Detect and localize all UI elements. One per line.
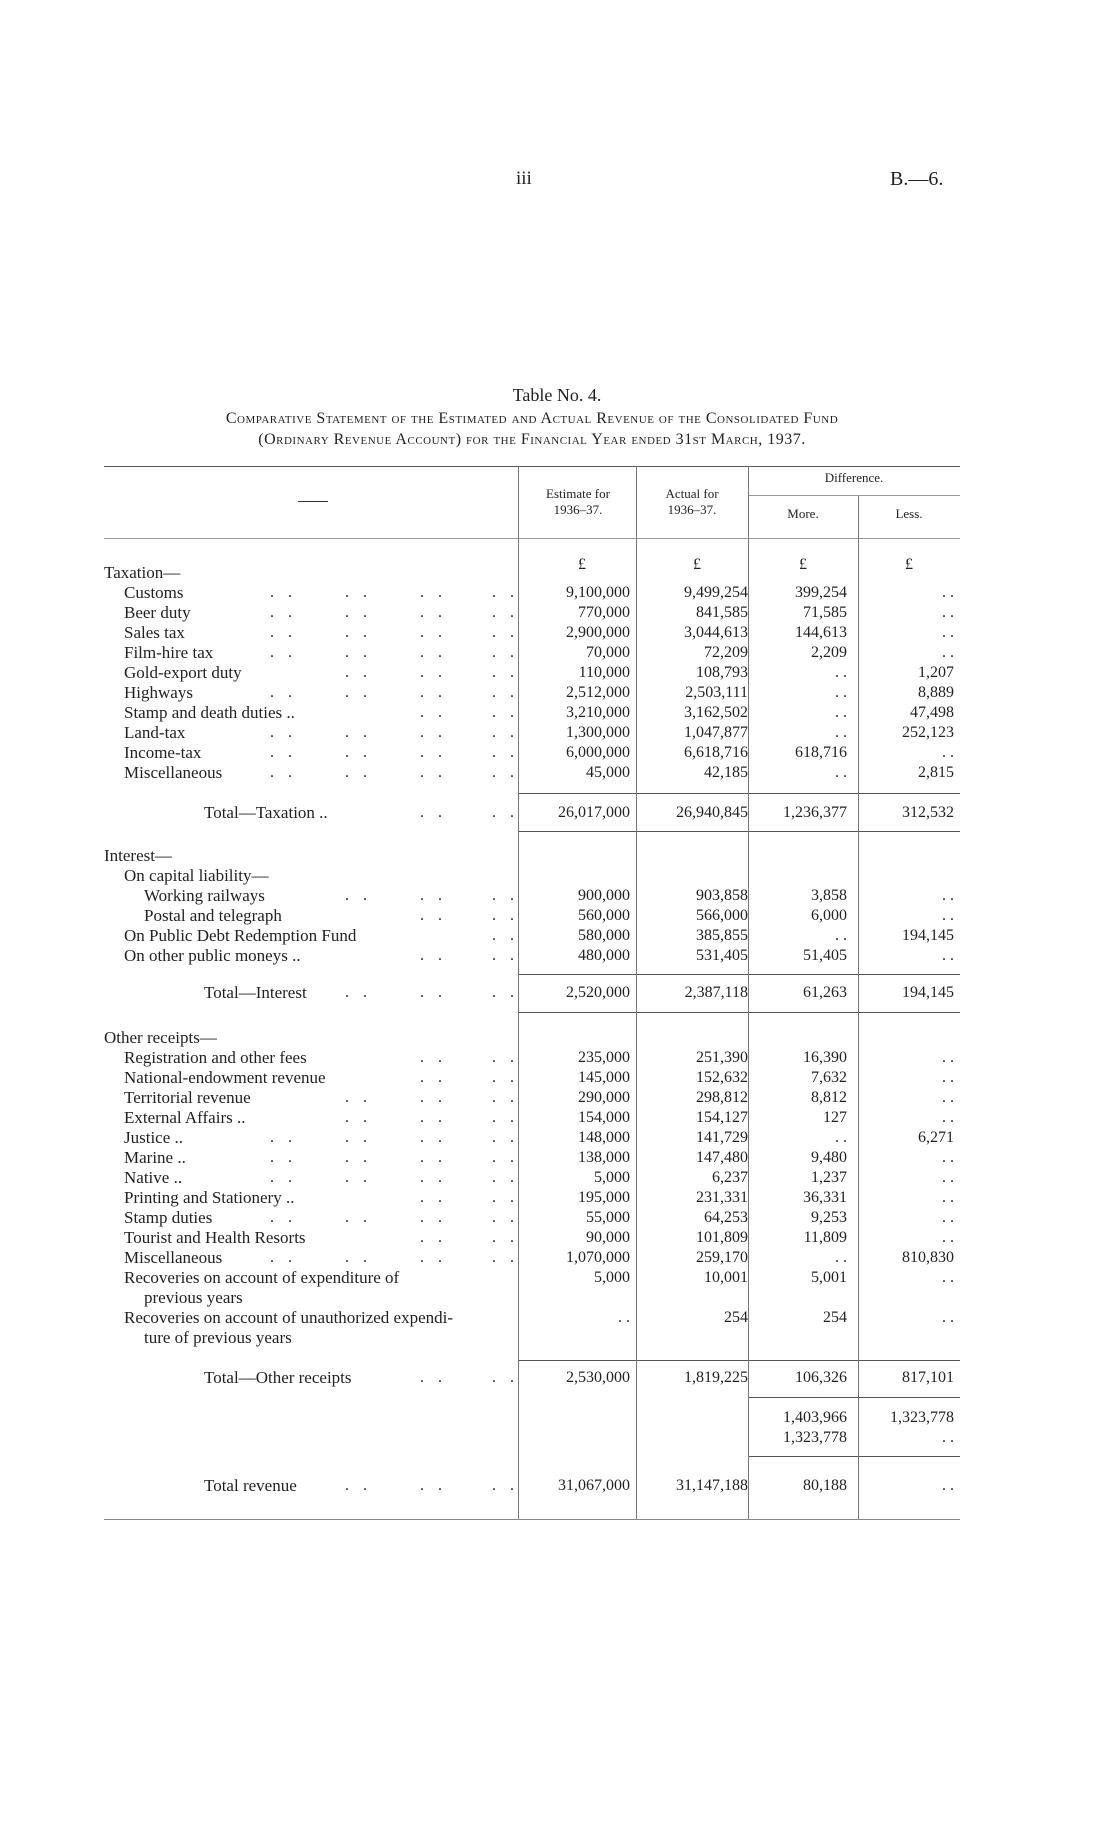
row-label: Printing and Stationery ..: [124, 1188, 295, 1207]
difference-rule: [748, 495, 960, 496]
row-estimate: 2,512,000: [566, 684, 630, 701]
currency-symbol: £: [905, 556, 913, 573]
row-less: . .: [942, 907, 954, 924]
dot-leader: . .: [270, 1149, 297, 1166]
subtotal-more-sum: 1,403,966: [783, 1409, 847, 1426]
row-estimate: 5,000: [594, 1169, 630, 1186]
dot-leader: . .: [345, 1149, 372, 1166]
dot-leader: . .: [420, 1229, 447, 1246]
dot-leader: . .: [492, 1169, 519, 1186]
row-more: . .: [835, 1129, 847, 1146]
row-estimate: 138,000: [578, 1149, 630, 1166]
row-less: . .: [942, 624, 954, 641]
row-label: Beer duty: [124, 603, 191, 622]
dot-leader: . .: [420, 584, 447, 601]
row-label: Territorial revenue: [124, 1088, 251, 1107]
row-more: 3,858: [811, 887, 847, 904]
header-actual: [640, 486, 744, 518]
row-more: 71,585: [803, 604, 847, 621]
currency-symbol: £: [578, 556, 586, 573]
dot-leader: . .: [492, 604, 519, 621]
row-label: Land-tax: [124, 723, 186, 742]
row-estimate: 3,210,000: [566, 704, 630, 721]
dot-leader: . .: [420, 907, 447, 924]
table-title: Table No. 4.: [512, 385, 602, 405]
row-estimate: 6,000,000: [566, 744, 630, 761]
row-less: . .: [942, 1069, 954, 1086]
row-estimate: 5,000: [594, 1269, 630, 1286]
dot-leader: . .: [345, 644, 372, 661]
dot-leader: . .: [345, 724, 372, 741]
row-actual: 152,632: [696, 1069, 748, 1086]
table-top-rule: [104, 466, 960, 467]
row-label: Gold-export duty: [124, 663, 242, 682]
dot-leader: . .: [420, 1249, 447, 1266]
row-less: . .: [942, 1229, 954, 1246]
total-actual: 1,819,225: [684, 1369, 748, 1386]
row-less: 6,271: [918, 1129, 954, 1146]
total-estimate: 2,530,000: [566, 1369, 630, 1386]
row-less: . .: [942, 644, 954, 661]
row-actual: 10,001: [704, 1269, 748, 1286]
grand-total-actual: 31,147,188: [676, 1477, 748, 1494]
row-label: Justice ..: [124, 1128, 184, 1147]
row-less: 2,815: [918, 764, 954, 781]
dot-leader: . .: [420, 1189, 447, 1206]
row-more: 9,253: [811, 1209, 847, 1226]
dot-leader: . .: [345, 1129, 372, 1146]
table-caption-line1: Comparative Statement of the Estimated and Actual Revenue of the Consolidated Fund: [225, 410, 839, 427]
dot-leader: . .: [492, 947, 519, 964]
row-estimate: 45,000: [586, 764, 630, 781]
row-estimate: 235,000: [578, 1049, 630, 1066]
row-less: 1,207: [918, 664, 954, 681]
dot-leader: . .: [420, 947, 447, 964]
row-label: Income-tax: [124, 743, 202, 762]
row-more: 1,237: [811, 1169, 847, 1186]
row-less: . .: [942, 1209, 954, 1226]
row-more: 144,613: [795, 624, 847, 641]
row-actual: 101,809: [696, 1229, 748, 1246]
row-less: 252,123: [902, 724, 954, 741]
table-caption-line2: (Ordinary Revenue Account) for the Financial Year ended 31st March, 1937.: [258, 431, 806, 448]
table-bottom-rule: [104, 1519, 960, 1520]
dot-leader: . .: [420, 664, 447, 681]
row-label: Film-hire tax: [124, 643, 214, 662]
row-actual: 385,855: [696, 927, 748, 944]
dot-leader: . .: [345, 984, 372, 1001]
row-actual: 6,618,716: [684, 744, 748, 761]
currency-symbol: £: [799, 556, 807, 573]
row-estimate: 154,000: [578, 1109, 630, 1126]
dot-leader: . .: [345, 887, 372, 904]
dot-leader: . .: [345, 764, 372, 781]
dot-leader: . .: [492, 1189, 519, 1206]
dot-leader: . .: [492, 984, 519, 1001]
row-more: . .: [835, 724, 847, 741]
header-estimate-line1: Estimate for: [546, 486, 610, 501]
row-label: Recoveries on account of expenditure of: [124, 1268, 400, 1287]
total-less: 312,532: [902, 804, 954, 821]
row-estimate: 900,000: [578, 887, 630, 904]
row-label: Marine ..: [124, 1148, 186, 1167]
row-label: Customs: [124, 583, 184, 602]
row-estimate: 90,000: [586, 1229, 630, 1246]
total-more: 106,326: [795, 1369, 847, 1386]
row-less: 47,498: [910, 704, 954, 721]
dot-leader: . .: [420, 644, 447, 661]
dot-leader: . .: [492, 664, 519, 681]
row-more: . .: [835, 704, 847, 721]
row-actual: 903,858: [696, 887, 748, 904]
total-actual: 26,940,845: [676, 804, 748, 821]
page-reference: B.—6.: [890, 168, 944, 190]
row-more: . .: [835, 664, 847, 681]
dot-leader: . .: [345, 584, 372, 601]
total-less: 817,101: [902, 1369, 954, 1386]
total-estimate: 2,520,000: [566, 984, 630, 1001]
row-more: 254: [823, 1309, 847, 1326]
row-more: 618,716: [795, 744, 847, 761]
row-actual: 9,499,254: [684, 584, 748, 601]
dot-leader: . .: [420, 1369, 447, 1386]
page-number: iii: [516, 168, 532, 189]
total-label: Total—Other receipts: [204, 1368, 352, 1387]
row-label: On other public moneys ..: [124, 946, 301, 965]
section-title-taxation: Taxation—: [104, 563, 181, 582]
col-rule-2: [636, 466, 637, 1519]
header-estimate: [524, 486, 632, 518]
row-more: 8,812: [811, 1089, 847, 1106]
row-label: National-endowment revenue: [124, 1068, 326, 1087]
dot-leader: . .: [492, 927, 519, 944]
row-more: 6,000: [811, 907, 847, 924]
dot-leader: . .: [270, 684, 297, 701]
dot-leader: . .: [492, 1249, 519, 1266]
dot-leader: . .: [345, 1109, 372, 1126]
row-less: . .: [942, 1089, 954, 1106]
row-label-continued: previous years: [144, 1288, 243, 1307]
dot-leader: . .: [492, 1477, 519, 1494]
row-actual: 566,000: [696, 907, 748, 924]
dot-leader: . .: [492, 704, 519, 721]
dot-leader: . .: [492, 584, 519, 601]
interest-total-bottom-rule: [518, 1012, 960, 1013]
row-estimate: 55,000: [586, 1209, 630, 1226]
row-actual: 531,405: [696, 947, 748, 964]
row-less: . .: [942, 887, 954, 904]
row-estimate: 110,000: [578, 664, 630, 681]
row-label: Miscellaneous: [124, 763, 223, 782]
taxation-total-bottom-rule: [518, 831, 960, 832]
row-more: 127: [823, 1109, 847, 1126]
row-more: 16,390: [803, 1049, 847, 1066]
total-actual: 2,387,118: [684, 984, 748, 1001]
header-less: Less.: [895, 506, 923, 521]
row-estimate: 2,900,000: [566, 624, 630, 641]
subtotal-less-blank: . .: [942, 1429, 954, 1446]
dot-leader: . .: [492, 907, 519, 924]
row-more: 399,254: [795, 584, 847, 601]
dot-leader: . .: [345, 604, 372, 621]
col-rule-4: [858, 496, 859, 1519]
dot-leader: . .: [492, 1149, 519, 1166]
row-label: External Affairs ..: [124, 1108, 246, 1127]
row-less: . .: [942, 1309, 954, 1326]
row-less: . .: [942, 744, 954, 761]
total-label: Total—Taxation ..: [204, 803, 328, 822]
dot-leader: . .: [492, 1089, 519, 1106]
row-less: . .: [942, 947, 954, 964]
row-label-continued: ture of previous years: [144, 1328, 292, 1347]
row-more: 5,001: [811, 1269, 847, 1286]
row-estimate: 290,000: [578, 1089, 630, 1106]
dot-leader: . .: [420, 604, 447, 621]
row-less: . .: [942, 1269, 954, 1286]
row-less: . .: [942, 584, 954, 601]
dot-leader: . .: [492, 1369, 519, 1386]
row-less: . .: [942, 604, 954, 621]
row-estimate: 148,000: [578, 1129, 630, 1146]
row-estimate: 1,300,000: [566, 724, 630, 741]
row-label: Postal and telegraph: [144, 906, 282, 925]
total-label: Total—Interest: [204, 983, 307, 1002]
section-title-interest: Interest—: [104, 846, 172, 865]
dot-leader: . .: [420, 1109, 447, 1126]
dot-leader: . .: [492, 1049, 519, 1066]
dot-leader: . .: [420, 1477, 447, 1494]
dot-leader: . .: [345, 1089, 372, 1106]
row-more: 7,632: [811, 1069, 847, 1086]
dot-leader: . .: [345, 744, 372, 761]
dot-leader: . .: [492, 684, 519, 701]
total-more: 61,263: [803, 984, 847, 1001]
taxation-total-top-rule: [518, 793, 960, 794]
dot-leader: . .: [420, 624, 447, 641]
dot-leader: . .: [270, 724, 297, 741]
row-label: Miscellaneous: [124, 1248, 223, 1267]
header-bottom-rule: [104, 538, 960, 539]
grand-total-more: 80,188: [803, 1477, 847, 1494]
row-actual: 841,585: [696, 604, 748, 621]
row-less: 8,889: [918, 684, 954, 701]
header-actual-line2: 1936–37.: [667, 502, 717, 517]
row-label: Highways: [124, 683, 193, 702]
other-total-top-rule: [518, 1360, 960, 1361]
row-label: Registration and other fees: [124, 1048, 307, 1067]
dot-leader: . .: [345, 1249, 372, 1266]
total-more: 1,236,377: [783, 804, 847, 821]
row-label: On Public Debt Redemption Fund: [124, 926, 357, 945]
grand-total-less: . .: [942, 1477, 954, 1494]
row-actual: 64,253: [704, 1209, 748, 1226]
dot-leader: . .: [492, 887, 519, 904]
dot-leader: . .: [345, 624, 372, 641]
grand-total-estimate: 31,067,000: [558, 1477, 630, 1494]
dot-leader: . .: [420, 744, 447, 761]
dot-leader: . .: [270, 1169, 297, 1186]
row-actual: 6,237: [712, 1169, 748, 1186]
dot-leader: . .: [420, 1129, 447, 1146]
row-actual: 2,503,111: [685, 684, 748, 701]
subtotal-bottom-rule: [748, 1456, 960, 1457]
header-dash: [298, 501, 328, 502]
row-label: Stamp and death duties ..: [124, 703, 295, 722]
dot-leader: . .: [420, 724, 447, 741]
dot-leader: . .: [270, 644, 297, 661]
dot-leader: . .: [492, 1129, 519, 1146]
row-estimate: 480,000: [578, 947, 630, 964]
dot-leader: . .: [420, 1169, 447, 1186]
row-estimate: 9,100,000: [566, 584, 630, 601]
row-label: Sales tax: [124, 623, 185, 642]
row-less: . .: [942, 1049, 954, 1066]
row-estimate: 560,000: [578, 907, 630, 924]
row-estimate: 145,000: [578, 1069, 630, 1086]
dot-leader: . .: [492, 1069, 519, 1086]
dot-leader: . .: [420, 804, 447, 821]
dot-leader: . .: [492, 1109, 519, 1126]
dot-leader: . .: [345, 1169, 372, 1186]
row-actual: 147,480: [696, 1149, 748, 1166]
header-estimate-line2: 1936–37.: [553, 502, 603, 517]
dot-leader: . .: [492, 1209, 519, 1226]
dot-leader: . .: [492, 624, 519, 641]
dot-leader: . .: [420, 984, 447, 1001]
row-label: Tourist and Health Resorts: [124, 1228, 306, 1247]
dot-leader: . .: [345, 1477, 372, 1494]
dot-leader: . .: [420, 1069, 447, 1086]
row-actual: 231,331: [696, 1189, 748, 1206]
col-rule-3: [748, 466, 749, 1519]
dot-leader: . .: [492, 764, 519, 781]
row-less: 810,830: [902, 1249, 954, 1266]
row-more: . .: [835, 1249, 847, 1266]
section-subtitle-capital: On capital liability—: [124, 866, 269, 885]
row-estimate: 770,000: [578, 604, 630, 621]
row-actual: 72,209: [704, 644, 748, 661]
dot-leader: . .: [420, 1149, 447, 1166]
row-more: . .: [835, 684, 847, 701]
row-estimate: . .: [618, 1309, 630, 1326]
row-label: Recoveries on account of unauthorized expendi-: [124, 1308, 454, 1327]
row-label: Native ..: [124, 1168, 183, 1187]
dot-leader: . .: [345, 1209, 372, 1226]
dot-leader: . .: [270, 604, 297, 621]
row-estimate: 70,000: [586, 644, 630, 661]
row-actual: 108,793: [696, 664, 748, 681]
dot-leader: . .: [420, 887, 447, 904]
row-more: 51,405: [803, 947, 847, 964]
header-actual-line1: Actual for: [665, 486, 719, 501]
dot-leader: . .: [420, 1209, 447, 1226]
row-label: Stamp duties: [124, 1208, 213, 1227]
dot-leader: . .: [270, 744, 297, 761]
dot-leader: . .: [492, 744, 519, 761]
interest-total-top-rule: [518, 974, 960, 975]
currency-symbol: £: [693, 556, 701, 573]
header-more: More.: [787, 506, 819, 521]
grand-total-label: Total revenue: [204, 1476, 297, 1495]
subtotal-less-offset: 1,323,778: [783, 1429, 847, 1446]
row-actual: 154,127: [696, 1109, 748, 1126]
dot-leader: . .: [492, 804, 519, 821]
row-actual: 254: [724, 1309, 748, 1326]
total-less: 194,145: [902, 984, 954, 1001]
row-more: 11,809: [803, 1229, 847, 1246]
row-more: . .: [835, 764, 847, 781]
row-more: 36,331: [803, 1189, 847, 1206]
header-difference: Difference.: [824, 470, 884, 485]
dot-leader: . .: [420, 1089, 447, 1106]
dot-leader: . .: [420, 1049, 447, 1066]
dot-leader: . .: [492, 724, 519, 741]
other-total-bottom-rule: [748, 1397, 960, 1398]
total-estimate: 26,017,000: [558, 804, 630, 821]
subtotal-less-sum: 1,323,778: [890, 1409, 954, 1426]
row-actual: 42,185: [704, 764, 748, 781]
row-less: 194,145: [902, 927, 954, 944]
row-actual: 141,729: [696, 1129, 748, 1146]
row-label: Working railways: [144, 886, 265, 905]
dot-leader: . .: [420, 684, 447, 701]
dot-leader: . .: [270, 1209, 297, 1226]
dot-leader: . .: [345, 664, 372, 681]
dot-leader: . .: [270, 584, 297, 601]
dot-leader: . .: [270, 624, 297, 641]
row-actual: 3,162,502: [684, 704, 748, 721]
dot-leader: . .: [420, 764, 447, 781]
dot-leader: . .: [345, 684, 372, 701]
row-less: . .: [942, 1149, 954, 1166]
dot-leader: . .: [492, 1229, 519, 1246]
row-actual: 298,812: [696, 1089, 748, 1106]
dot-leader: . .: [420, 704, 447, 721]
dot-leader: . .: [270, 1129, 297, 1146]
row-actual: 3,044,613: [684, 624, 748, 641]
row-actual: 259,170: [696, 1249, 748, 1266]
row-less: . .: [942, 1189, 954, 1206]
row-less: . .: [942, 1169, 954, 1186]
dot-leader: . .: [270, 764, 297, 781]
row-actual: 1,047,877: [684, 724, 748, 741]
row-estimate: 580,000: [578, 927, 630, 944]
row-more: 9,480: [811, 1149, 847, 1166]
row-actual: 251,390: [696, 1049, 748, 1066]
dot-leader: . .: [492, 644, 519, 661]
section-title-other: Other receipts—: [104, 1028, 217, 1047]
row-less: . .: [942, 1109, 954, 1126]
row-estimate: 1,070,000: [566, 1249, 630, 1266]
dot-leader: . .: [270, 1249, 297, 1266]
row-estimate: 195,000: [578, 1189, 630, 1206]
row-more: . .: [835, 927, 847, 944]
row-more: 2,209: [811, 644, 847, 661]
